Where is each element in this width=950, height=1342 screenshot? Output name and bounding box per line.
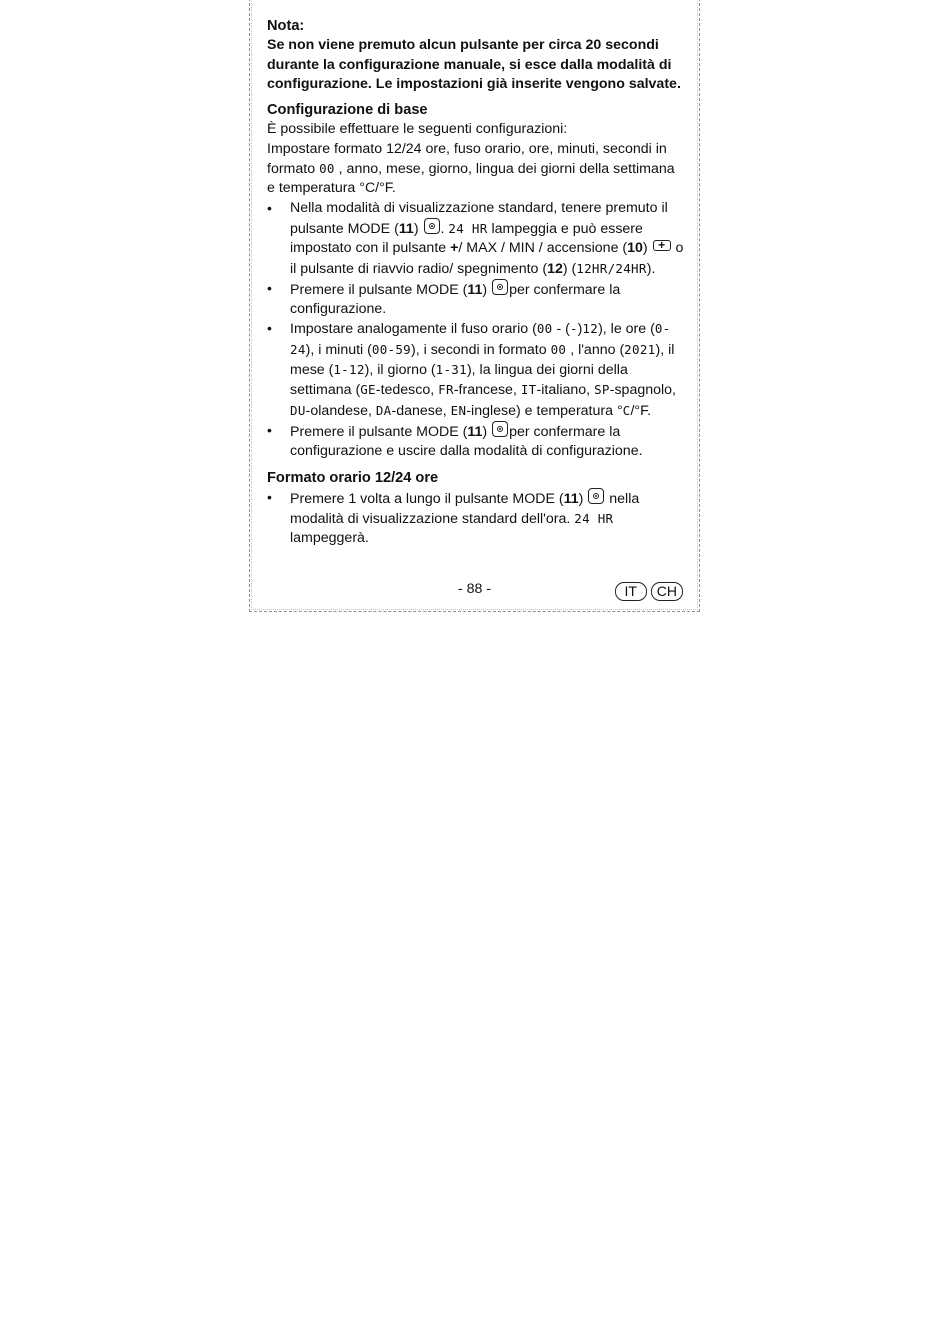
basic-config-intro: È possibile effettuare le seguenti configurazioni: [267,121,568,138]
time-format-steps [267,488,685,549]
list-item: • Premere il pulsante MODE (11) per confermare la configurazione e uscire dalla modalità di configurazione. [267,421,685,462]
list-item: • Impostare analogamente il fuso orario (00 - (-)12), le ore (0-24), i minuti (00-59), i secondi in formato 00 , l'anno (2021), il mese (1-12), il giorno (1-31), la lingua dei giorni della settimana (GE-tedesco, FR-francese, IT-italiano, SP-spagnolo, DU-olandese, DA-danese, EN-inglese) e temperatura °C/°F. [267,319,685,420]
basic-config-heading: Configurazione di base [267,102,428,119]
language-badge-ch: CH [651,582,683,601]
segment-display-text: 24 HR [574,511,614,527]
page-number: - 88 - [457,581,492,597]
mode-button-icon [492,279,508,295]
mode-button-icon [492,421,508,437]
mode-button-icon [424,218,440,234]
segment-display-text: 00 [319,161,335,177]
note-text: Se non viene premuto alcun pulsante per circa 20 secondi durante la configurazione manuale, si esce dalla modalità di configurazione. Le impostazioni già inserite vengono salvate. [267,37,681,92]
basic-config-steps [267,199,685,462]
basic-config-list-paragraph: Impostare formato 12/24 ore, fuso orario, ore, minuti, secondi in formato 00 , anno, mese, giorno, lingua dei giorni della settimana e temperatura °C/°F. [267,140,675,197]
page-footer [249,581,700,603]
note-title: Nota: [267,18,305,34]
language-badges [615,582,683,601]
segment-display-text: 12HR/24HR [576,260,647,276]
list-item: • Nella modalità di visualizzazione standard, tenere premuto il pulsante MODE (11) . 24 HR lampeggia e può essere impostato con il pulsante +/ MAX / MIN / accensione (10) + o il pulsante di riavvio radio/ spegnimento (12) (12HR/24HR). [267,199,685,279]
plus-button-icon [653,240,671,251]
mode-button-icon [588,488,604,504]
time-format-heading: Formato orario 12/24 ore [267,469,439,486]
language-badge-it: IT [615,582,647,601]
page-content [267,17,685,549]
list-item: • Premere 1 volta a lungo il pulsante MODE (11) nella modalità di visualizzazione standard dell'ora. 24 HR lampeggerà. [267,488,685,549]
list-item: • Premere il pulsante MODE (11) per confermare la configurazione. [267,279,685,320]
segment-display-text: 24 HR [448,220,488,236]
